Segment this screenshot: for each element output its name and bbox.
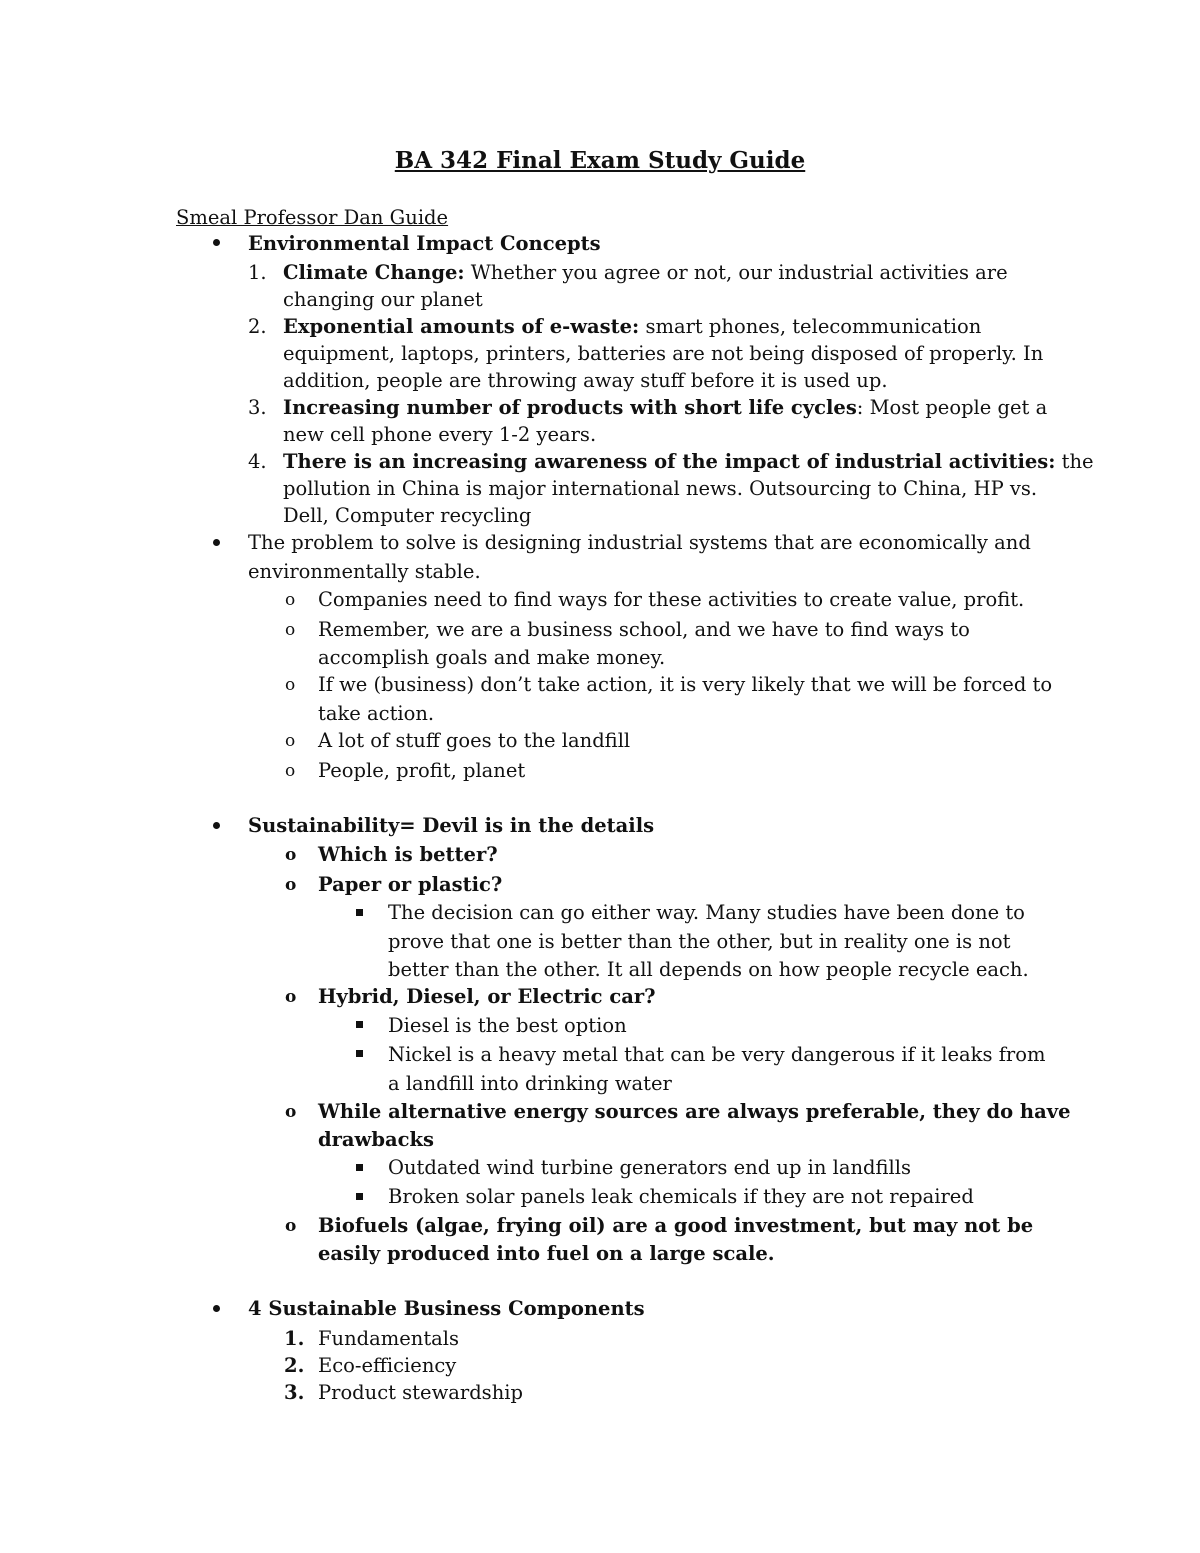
list-item: Which is better? <box>318 843 498 866</box>
bullet-circle-icon: o <box>285 761 296 781</box>
item-text-cont: new cell phone every 1-2 years. <box>283 423 597 446</box>
list-item: Diesel is the best option <box>388 1014 627 1037</box>
list-item: Fundamentals <box>318 1327 460 1350</box>
list-number: 4. <box>248 450 267 473</box>
list-item: A lot of stuff goes to the landfill <box>318 729 631 752</box>
item-text: Whether you agree or not, our industrial activities are <box>464 261 1008 284</box>
bullet-square-icon <box>356 1193 363 1200</box>
list-item: Broken solar panels leak chemicals if they are not repaired <box>388 1185 974 1208</box>
list-item: Outdated wind turbine generators end up in landfills <box>388 1156 912 1179</box>
item-text: : Most people get a <box>856 396 1048 419</box>
item-label: Climate Change: <box>283 261 465 284</box>
item-text-cont: pollution in China is major international news. Outsourcing to China, HP vs. <box>283 477 1038 500</box>
list-item-cont: a landfill into drinking water <box>388 1072 672 1095</box>
bullet-dot-icon <box>213 539 220 546</box>
list-item: Companies need to find ways for these activities to create value, profit. <box>318 588 1025 611</box>
list-item: Remember, we are a business school, and we have to find ways to <box>318 618 970 641</box>
item-text-cont: Dell, Computer recycling <box>283 504 532 527</box>
list-item: Paper or plastic? <box>318 873 503 896</box>
bullet-circle-icon: o <box>285 590 296 610</box>
bullet-dot-icon <box>213 822 220 829</box>
bullet-circle-icon: o <box>285 675 296 695</box>
list-item-cont: accomplish goals and make money. <box>318 646 666 669</box>
bullet-square-icon <box>356 1050 363 1057</box>
list-item <box>283 394 1047 422</box>
sust-heading: Sustainability= Devil is in the details <box>248 814 655 837</box>
item-text-cont: addition, people are throwing away stuff before it is used up. <box>283 369 888 392</box>
document-title: BA 342 Final Exam Study Guide <box>394 147 806 174</box>
bullet-circle-icon: o <box>285 875 297 895</box>
list-item: Eco-efficiency <box>318 1354 457 1377</box>
list-number: 3. <box>248 396 267 419</box>
list-number: 1. <box>248 261 267 284</box>
bullet-square-icon <box>356 1164 363 1171</box>
bullet-square-icon <box>356 909 363 916</box>
list-number: 1. <box>284 1327 305 1350</box>
list-item <box>283 313 981 341</box>
list-item-cont: easily produced into fuel on a large scale. <box>318 1242 775 1265</box>
env-heading: Environmental Impact Concepts <box>248 232 601 255</box>
list-item: People, profit, planet <box>318 759 526 782</box>
bullet-circle-icon: o <box>285 845 297 865</box>
list-item: Biofuels (algae, frying oil) are a good investment, but may not be <box>318 1214 1034 1237</box>
bullet-dot-icon <box>213 239 220 246</box>
list-item: If we (business) don’t take action, it is very likely that we will be forced to <box>318 673 1053 696</box>
list-item-cont: prove that one is better than the other, but in reality one is not <box>388 930 1011 953</box>
list-item: Product stewardship <box>318 1381 523 1404</box>
problem-text-cont: environmentally stable. <box>248 560 481 583</box>
list-item-cont: drawbacks <box>318 1128 434 1151</box>
bullet-circle-icon: o <box>285 1102 297 1122</box>
list-item-cont: better than the other. It all depends on how people recycle each. <box>388 958 1029 981</box>
list-number: 2. <box>284 1354 305 1377</box>
item-label: There is an increasing awareness of the impact of industrial activities: <box>283 450 1056 473</box>
list-item: The decision can go either way. Many studies have been done to <box>388 901 1025 924</box>
list-item: Nickel is a heavy metal that can be very dangerous if it leaks from <box>388 1043 1046 1066</box>
item-text: the <box>1055 450 1094 473</box>
bullet-circle-icon: o <box>285 987 297 1007</box>
list-number: 3. <box>284 1381 305 1404</box>
bullet-dot-icon <box>213 1305 220 1312</box>
bullet-circle-icon: o <box>285 731 296 751</box>
item-label: Increasing number of products with short life cycles <box>283 396 857 419</box>
item-text-cont: equipment, laptops, printers, batteries are not being disposed of properly. In <box>283 342 1044 365</box>
list-item: While alternative energy sources are always preferable, they do have <box>318 1100 1071 1123</box>
bullet-circle-icon: o <box>285 620 296 640</box>
item-text-cont: changing our planet <box>283 288 483 311</box>
item-text: smart phones, telecommunication <box>639 315 982 338</box>
components-heading: 4 Sustainable Business Components <box>248 1297 645 1320</box>
problem-text: The problem to solve is designing industrial systems that are economically and <box>248 531 1031 554</box>
section-heading: Smeal Professor Dan Guide <box>176 206 449 229</box>
list-item <box>283 448 1094 476</box>
list-item: Hybrid, Diesel, or Electric car? <box>318 985 656 1008</box>
bullet-square-icon <box>356 1021 363 1028</box>
bullet-circle-icon: o <box>285 1216 297 1236</box>
item-label: Exponential amounts of e-waste: <box>283 315 640 338</box>
list-number: 2. <box>248 315 267 338</box>
list-item <box>283 259 1008 287</box>
list-item-cont: take action. <box>318 702 435 725</box>
